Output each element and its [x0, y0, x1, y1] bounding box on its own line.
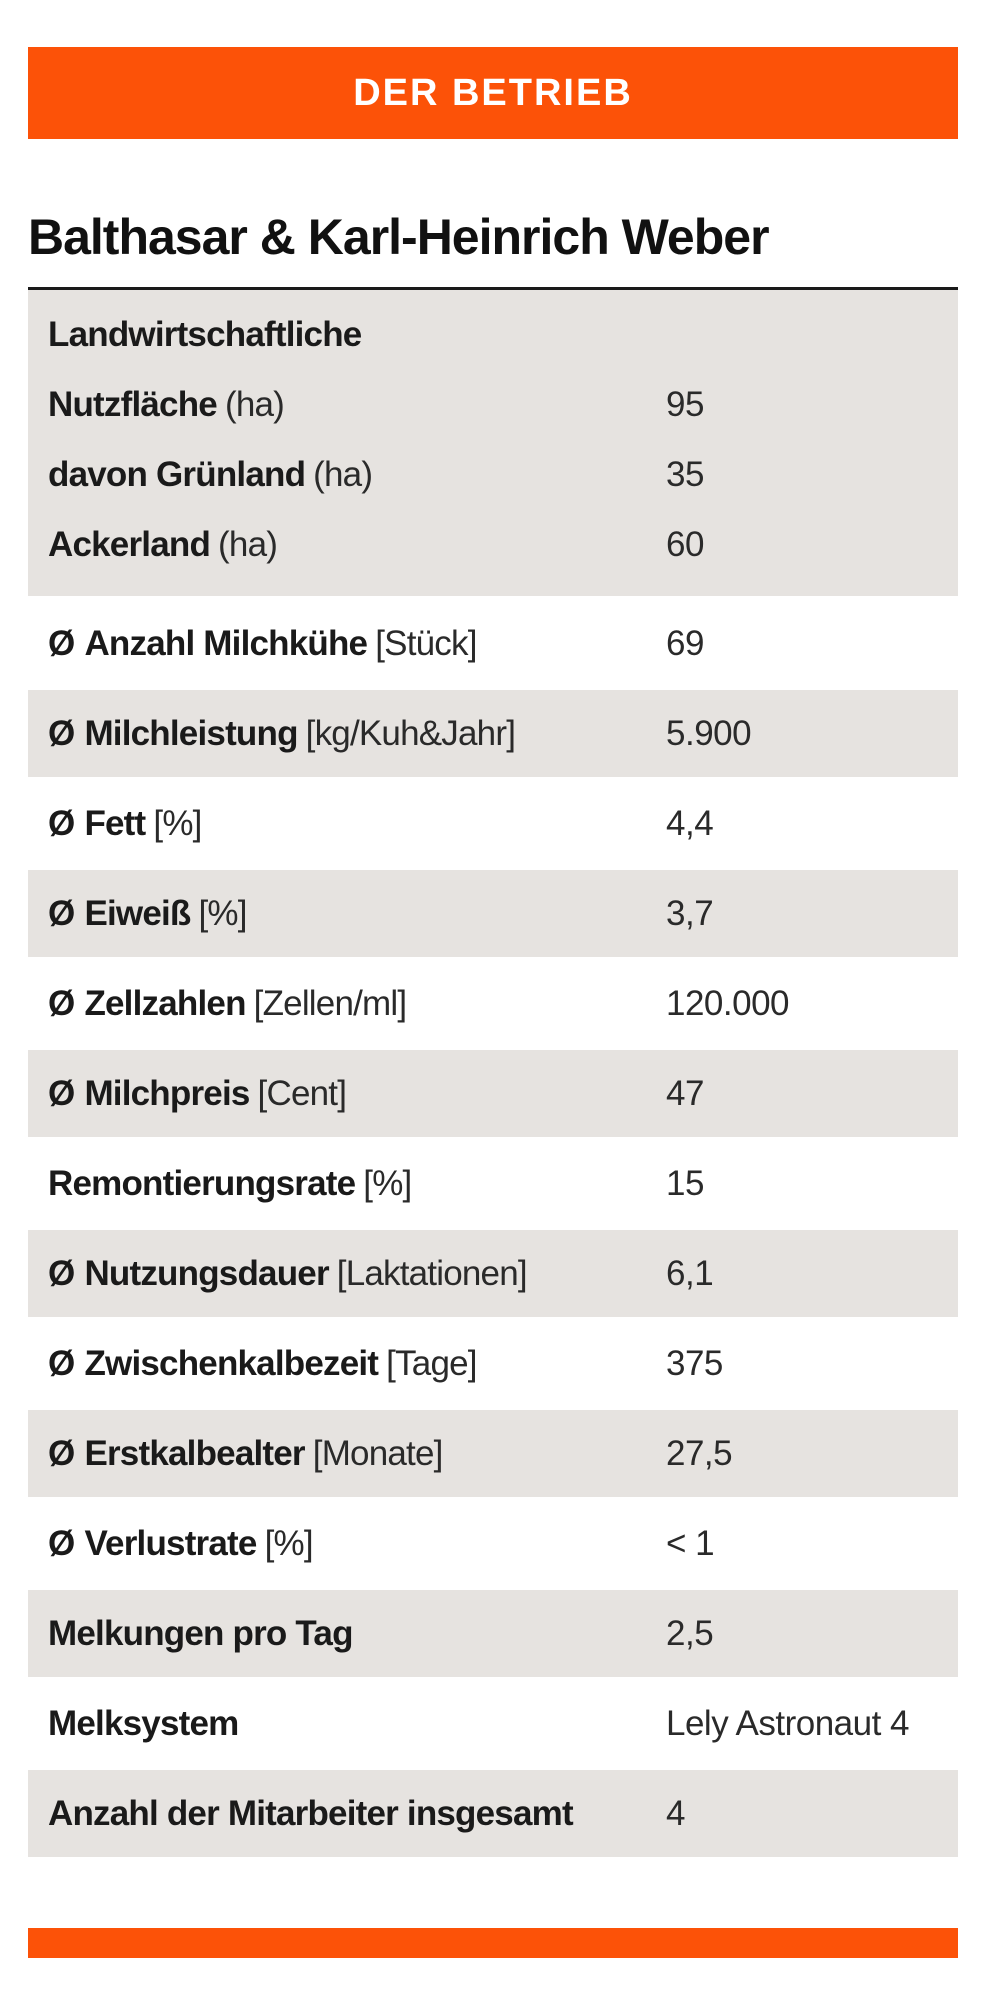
average-symbol: Ø [48, 1433, 75, 1473]
row-label-text: Anzahl Milchkühe [84, 623, 368, 663]
table-row [28, 1230, 958, 1320]
row-label [48, 1230, 527, 1317]
row-value: 5.900 [666, 713, 752, 753]
row-label-text: Melkungen pro Tag [48, 1613, 353, 1653]
row-label [48, 1050, 346, 1137]
table-row [28, 1410, 958, 1500]
table-row [28, 1320, 958, 1410]
row-label-text: Nutzungsdauer [84, 1253, 329, 1293]
row-unit: [Monate] [312, 1433, 443, 1473]
row-value: 15 [666, 1163, 704, 1203]
average-symbol: Ø [48, 1253, 75, 1293]
row-label [48, 600, 477, 687]
average-symbol: Ø [48, 623, 75, 663]
table-row [28, 1770, 958, 1860]
row-label [48, 1410, 443, 1497]
land-area-block [28, 290, 958, 600]
row-value: 4,4 [666, 803, 714, 843]
row-label-text: Anzahl der Mitarbeiter insgesamt [48, 1793, 573, 1833]
table-row [28, 1680, 958, 1770]
table-row [28, 690, 958, 780]
row-value: 2,5 [666, 1613, 714, 1653]
table-row [28, 870, 958, 960]
row-value: 375 [666, 1343, 723, 1383]
row-label-text: Milchpreis [84, 1073, 250, 1113]
table-row [28, 960, 958, 1050]
data-rows [28, 600, 958, 1860]
land-row-value: 35 [666, 455, 704, 494]
row-unit: [%] [153, 803, 202, 843]
row-label [48, 1590, 353, 1677]
header-title: DER BETRIEB [353, 71, 633, 114]
footer-bar [28, 1928, 958, 1958]
row-label-text: Zellzahlen [84, 983, 246, 1023]
header-bar [28, 47, 958, 139]
average-symbol: Ø [48, 1523, 75, 1563]
average-symbol: Ø [48, 803, 75, 843]
row-value: 47 [666, 1073, 704, 1113]
table-row [28, 780, 958, 870]
row-label [48, 960, 406, 1047]
row-label-text: Milchleistung [84, 713, 298, 753]
row-value: 6,1 [666, 1253, 714, 1293]
row-unit: [Cent] [257, 1073, 347, 1113]
row-label-text: Melksystem [48, 1703, 239, 1743]
land-row-value: 60 [666, 525, 704, 564]
land-row-label: Ackerland (ha) [48, 525, 278, 564]
row-label-text: Eiweiß [84, 893, 191, 933]
table-row [28, 1140, 958, 1230]
table-row [28, 1500, 958, 1590]
farm-name-title: Balthasar & Karl-Heinrich Weber [28, 209, 769, 265]
row-label [48, 1500, 313, 1587]
average-symbol: Ø [48, 713, 75, 753]
row-label-text: Remontierungsrate [48, 1163, 356, 1203]
row-value: 4 [666, 1793, 685, 1833]
row-unit: [%] [363, 1163, 412, 1203]
row-value: 3,7 [666, 893, 714, 933]
row-label [48, 690, 515, 777]
row-label [48, 1770, 573, 1857]
row-label [48, 1320, 477, 1407]
row-label-text: Fett [84, 803, 146, 843]
row-label [48, 870, 247, 957]
row-label [48, 780, 202, 867]
row-unit: [%] [264, 1523, 313, 1563]
row-value: 120.000 [666, 983, 790, 1023]
row-label [48, 1680, 238, 1767]
table-row [28, 1050, 958, 1140]
row-value: 69 [666, 623, 704, 663]
row-label-text: Erstkalbealter [84, 1433, 305, 1473]
farm-data-table [28, 290, 958, 1860]
average-symbol: Ø [48, 983, 75, 1023]
table-row [28, 1590, 958, 1680]
row-value: 27,5 [666, 1433, 733, 1473]
land-row-label: Nutzfläche (ha) [48, 385, 285, 424]
average-symbol: Ø [48, 1073, 75, 1113]
row-unit: [kg/Kuh&Jahr] [305, 713, 516, 753]
land-row-label: davon Grünland (ha) [48, 455, 373, 494]
row-value: < 1 [666, 1523, 715, 1563]
row-unit: [Zellen/ml] [253, 983, 407, 1023]
row-unit: [%] [198, 893, 247, 933]
row-unit: [Laktationen] [336, 1253, 527, 1293]
row-label-text: Verlustrate [84, 1523, 257, 1563]
row-unit: [Tage] [386, 1343, 477, 1383]
row-label [48, 1140, 411, 1227]
row-unit: [Stück] [375, 623, 477, 663]
row-label-text: Zwischenkalbezeit [84, 1343, 379, 1383]
row-value: Lely Astronaut 4 [666, 1703, 909, 1743]
average-symbol: Ø [48, 1343, 75, 1383]
average-symbol: Ø [48, 893, 75, 933]
land-row-value: 95 [666, 385, 704, 424]
land-heading: Landwirtschaftliche [48, 315, 362, 354]
table-row [28, 600, 958, 690]
